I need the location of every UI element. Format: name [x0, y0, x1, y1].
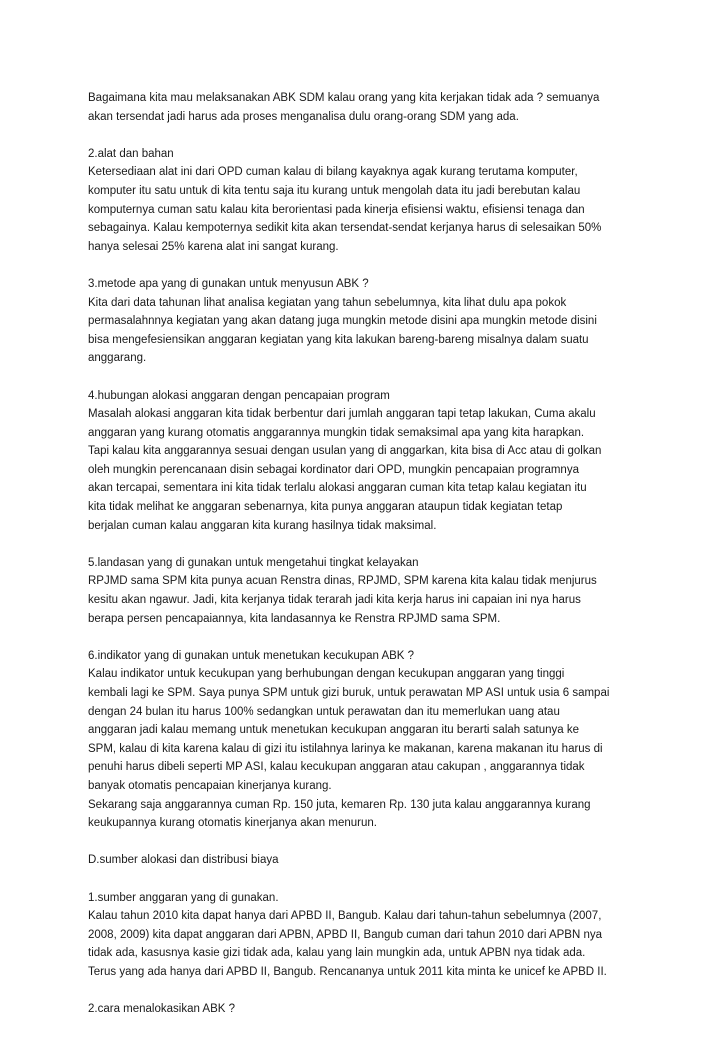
text-line: Ketersediaan alat ini dari OPD cuman kalau di bilang kayaknya agak kurang terutama komputer,	[88, 166, 578, 179]
text-line: kesitu akan ngawur. Jadi, kita kerjanya tidak terarah jadi kita kerja harus ini capaian ini nya harus	[88, 594, 581, 607]
document-paragraph	[88, 89, 648, 126]
text-line: bisa mengefesiensikan anggaran kegiatan yang kita lakukan bareng-bareng misalnya dalam suatu	[88, 333, 589, 346]
text-line: 6.indikator yang di gunakan untuk menetukan kecukupan ABK ?	[88, 649, 415, 662]
text-line: 1.sumber anggaran yang di gunakan.	[88, 891, 279, 904]
text-line: penuhi harus dibeli seperti MP ASI, kalau kecukupan anggaran atau cakupan , anggarannya tidak	[88, 761, 585, 774]
text-line: Terus yang ada hanya dari APBD II, Bangub. Rencananya untuk 2011 kita minta ke unicef ke APBD II.	[88, 965, 607, 978]
text-line: kembali lagi ke SPM. Saya punya SPM untuk gizi buruk, untuk perawatan MP ASI untuk usia 6 sampai	[88, 687, 610, 699]
text-line: hanya selesai 25% karena alat ini sangat kurang.	[88, 240, 339, 253]
text-line: anggaran jadi kalau memang untuk menetukan kecukupan anggaran itu berarti salah satunya ke	[88, 724, 579, 737]
text-line: sebagainya. Kalau kempoternya sedikit kita akan tersendat-sendat kerjanya harus di selesaikan 50%	[88, 222, 602, 235]
text-line: tidak ada, kasusnya kasie gizi tidak ada, kalau yang lain mungkin ada, untuk APBN nya tidak ada.	[88, 947, 586, 960]
text-line: Bagaimana kita mau melaksanakan ABK SDM kalau orang yang kita kerjakan tidak ada ? semuanya	[88, 92, 600, 104]
text-line: RPJMD sama SPM kita punya acuan Renstra dinas, RPJMD, SPM karena kita kalau tidak menjurus	[88, 575, 597, 588]
document-page	[88, 89, 648, 1037]
text-line: berapa persen pencapaiannya, kita landasannya ke Renstra RPJMD sama SPM.	[88, 612, 501, 625]
text-line: SPM, kalau di kita karena kalau di gizi itu istilahnya larinya ke makanan, karena makanan itu harus di	[88, 742, 603, 755]
text-line: dengan 24 bulan itu harus 100% sedangkan untuk perawatan dan itu memerlukan uang atau	[88, 705, 560, 718]
document-paragraph	[88, 145, 648, 257]
text-line: anggarang.	[88, 352, 147, 365]
document-paragraph	[88, 851, 648, 870]
text-line: berjalan cuman kalau anggaran kita kurang hasilnya tidak maksimal.	[88, 519, 437, 532]
document-paragraph	[88, 554, 648, 628]
text-line: Kalau indikator untuk kecukupan yang berhubungan dengan kecukupan anggaran yang tinggi	[88, 668, 565, 681]
text-line: permasalahnnya kegiatan yang akan datang juga mungkin metode disini apa mungkin metode disini	[88, 315, 597, 328]
text-line: 2.alat dan bahan	[88, 147, 174, 160]
text-line: Kita dari data tahunan lihat analisa kegiatan yang tahun sebelumnya, kita lihat dulu apa pokok	[88, 296, 567, 309]
text-line: 3.metode apa yang di gunakan untuk menyusun ABK ?	[88, 277, 369, 290]
text-line: akan tercapai, sementara ini kita tidak terlalu alokasi anggaran cuman kita tetap kalau kegiatan itu	[88, 482, 587, 495]
text-line: Kalau tahun 2010 kita dapat hanya dari APBD II, Bangub. Kalau dari tahun-tahun sebelumnya (2007,	[88, 910, 602, 923]
document-paragraph	[88, 275, 648, 368]
document-paragraph	[88, 1000, 648, 1019]
text-line: akan tersendat jadi harus ada proses menganalisa dulu orang-orang SDM yang ada.	[88, 110, 519, 123]
text-line: Tapi kalau kita anggarannya sesuai dengan usulan yang di anggarkan, kita bisa di Acc atau di golkan	[88, 445, 602, 458]
document-paragraph	[88, 387, 648, 536]
text-line: kita tidak melihat ke anggaran sebenarnya, kita punya anggaran ataupun tidak kegiatan tetap	[88, 501, 563, 514]
text-line: Masalah alokasi anggaran kita tidak berbentur dari jumlah anggaran tapi tetap lakukan, Cuma akalu	[88, 408, 596, 421]
document-paragraph	[88, 647, 648, 833]
text-line: 2.cara menalokasikan ABK ?	[88, 1003, 236, 1016]
document-paragraph	[88, 889, 648, 982]
text-line: Sekarang saja anggarannya cuman Rp. 150 juta, kemaren Rp. 130 juta kalau anggarannya kurang	[88, 798, 591, 811]
text-line: 4.hubungan alokasi anggaran dengan pencapaian program	[88, 389, 390, 402]
text-line: oleh mungkin perencanaan disin sebagai kordinator dari OPD, mungkin pencapaian programnya	[88, 463, 579, 476]
text-line: D.sumber alokasi dan distribusi biaya	[88, 854, 279, 867]
text-line: 2008, 2009) kita dapat anggaran dari APBN, APBD II, Bangub cuman dari tahun 2010 dari APBN nya	[88, 928, 603, 941]
text-line: komputer itu satu untuk di kita tentu saja itu kurang untuk mengolah data itu jadi berebutan kalau	[88, 184, 581, 197]
text-line: banyak otomatis pencapaian kinerjanya kurang.	[88, 779, 332, 792]
text-line: komputernya cuman satu kalau kita berorientasi pada kinerja efisiensi waktu, efisiensi tenaga dan	[88, 203, 585, 216]
text-line: anggaran yang kurang otomatis anggarannya mungkin tidak semaksimal apa yang kita harapkan.	[88, 426, 585, 439]
text-line: keukupannya kurang otomatis kinerjanya akan menurun.	[88, 817, 377, 830]
text-line: 5.landasan yang di gunakan untuk mengetahui tingkat kelayakan	[88, 556, 419, 569]
